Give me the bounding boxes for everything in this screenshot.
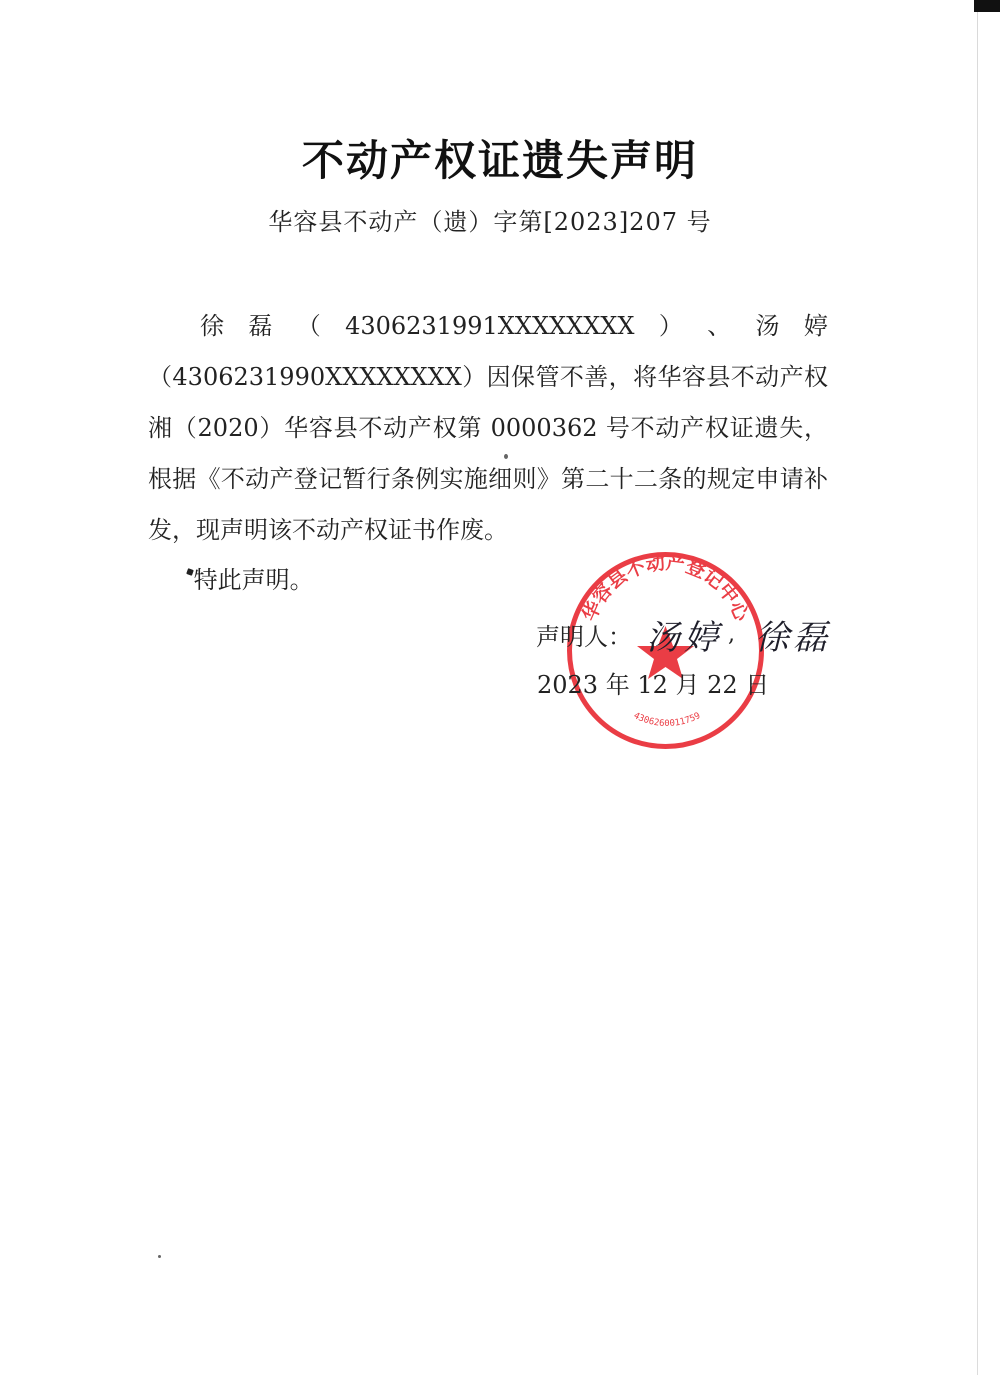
scan-corner-mark	[974, 0, 1000, 12]
word: 4306231991XXXXXXXX	[345, 312, 635, 340]
scan-speck	[504, 454, 508, 459]
word: 婷	[803, 312, 828, 340]
declarant-label: 声明人：	[536, 623, 632, 651]
seal-code	[632, 711, 702, 729]
statement-paragraph: （4306231990XXXXXXXX）因保管不善，将华容县不动产权湘（2020）华容县不动产权第 0000362 号不动产权证遗失，根据《不动产登记暂行条例实施细则》第二十二条的规定申请补发，现声明该不动产权证书作废。	[148, 363, 828, 544]
word: 徐	[200, 312, 224, 340]
signature-1: 汤婷	[646, 618, 722, 658]
closing-text: 特此声明。	[193, 566, 314, 594]
document-title: 不动产权证遗失声明	[301, 136, 698, 185]
statement-date: 2023 年 12 月 22 日	[537, 671, 770, 699]
signature-2: 徐磊	[755, 618, 831, 658]
word: 汤	[755, 312, 780, 340]
word: ）	[658, 312, 683, 340]
word: 磊	[248, 312, 273, 340]
word: 、	[707, 312, 732, 340]
scan-speck	[158, 1255, 161, 1258]
word: （	[296, 312, 321, 340]
document-number: 华容县不动产（遗）字第[2023]207 号	[268, 208, 712, 236]
seal-text-path: 华容县不动产登记中心	[578, 551, 753, 625]
statement-body	[148, 301, 828, 556]
seal-code-path: 4306260011759	[631, 711, 703, 729]
declarant-line	[536, 610, 831, 659]
signature-separator: ,	[728, 622, 735, 647]
statement-first-line	[148, 301, 828, 352]
